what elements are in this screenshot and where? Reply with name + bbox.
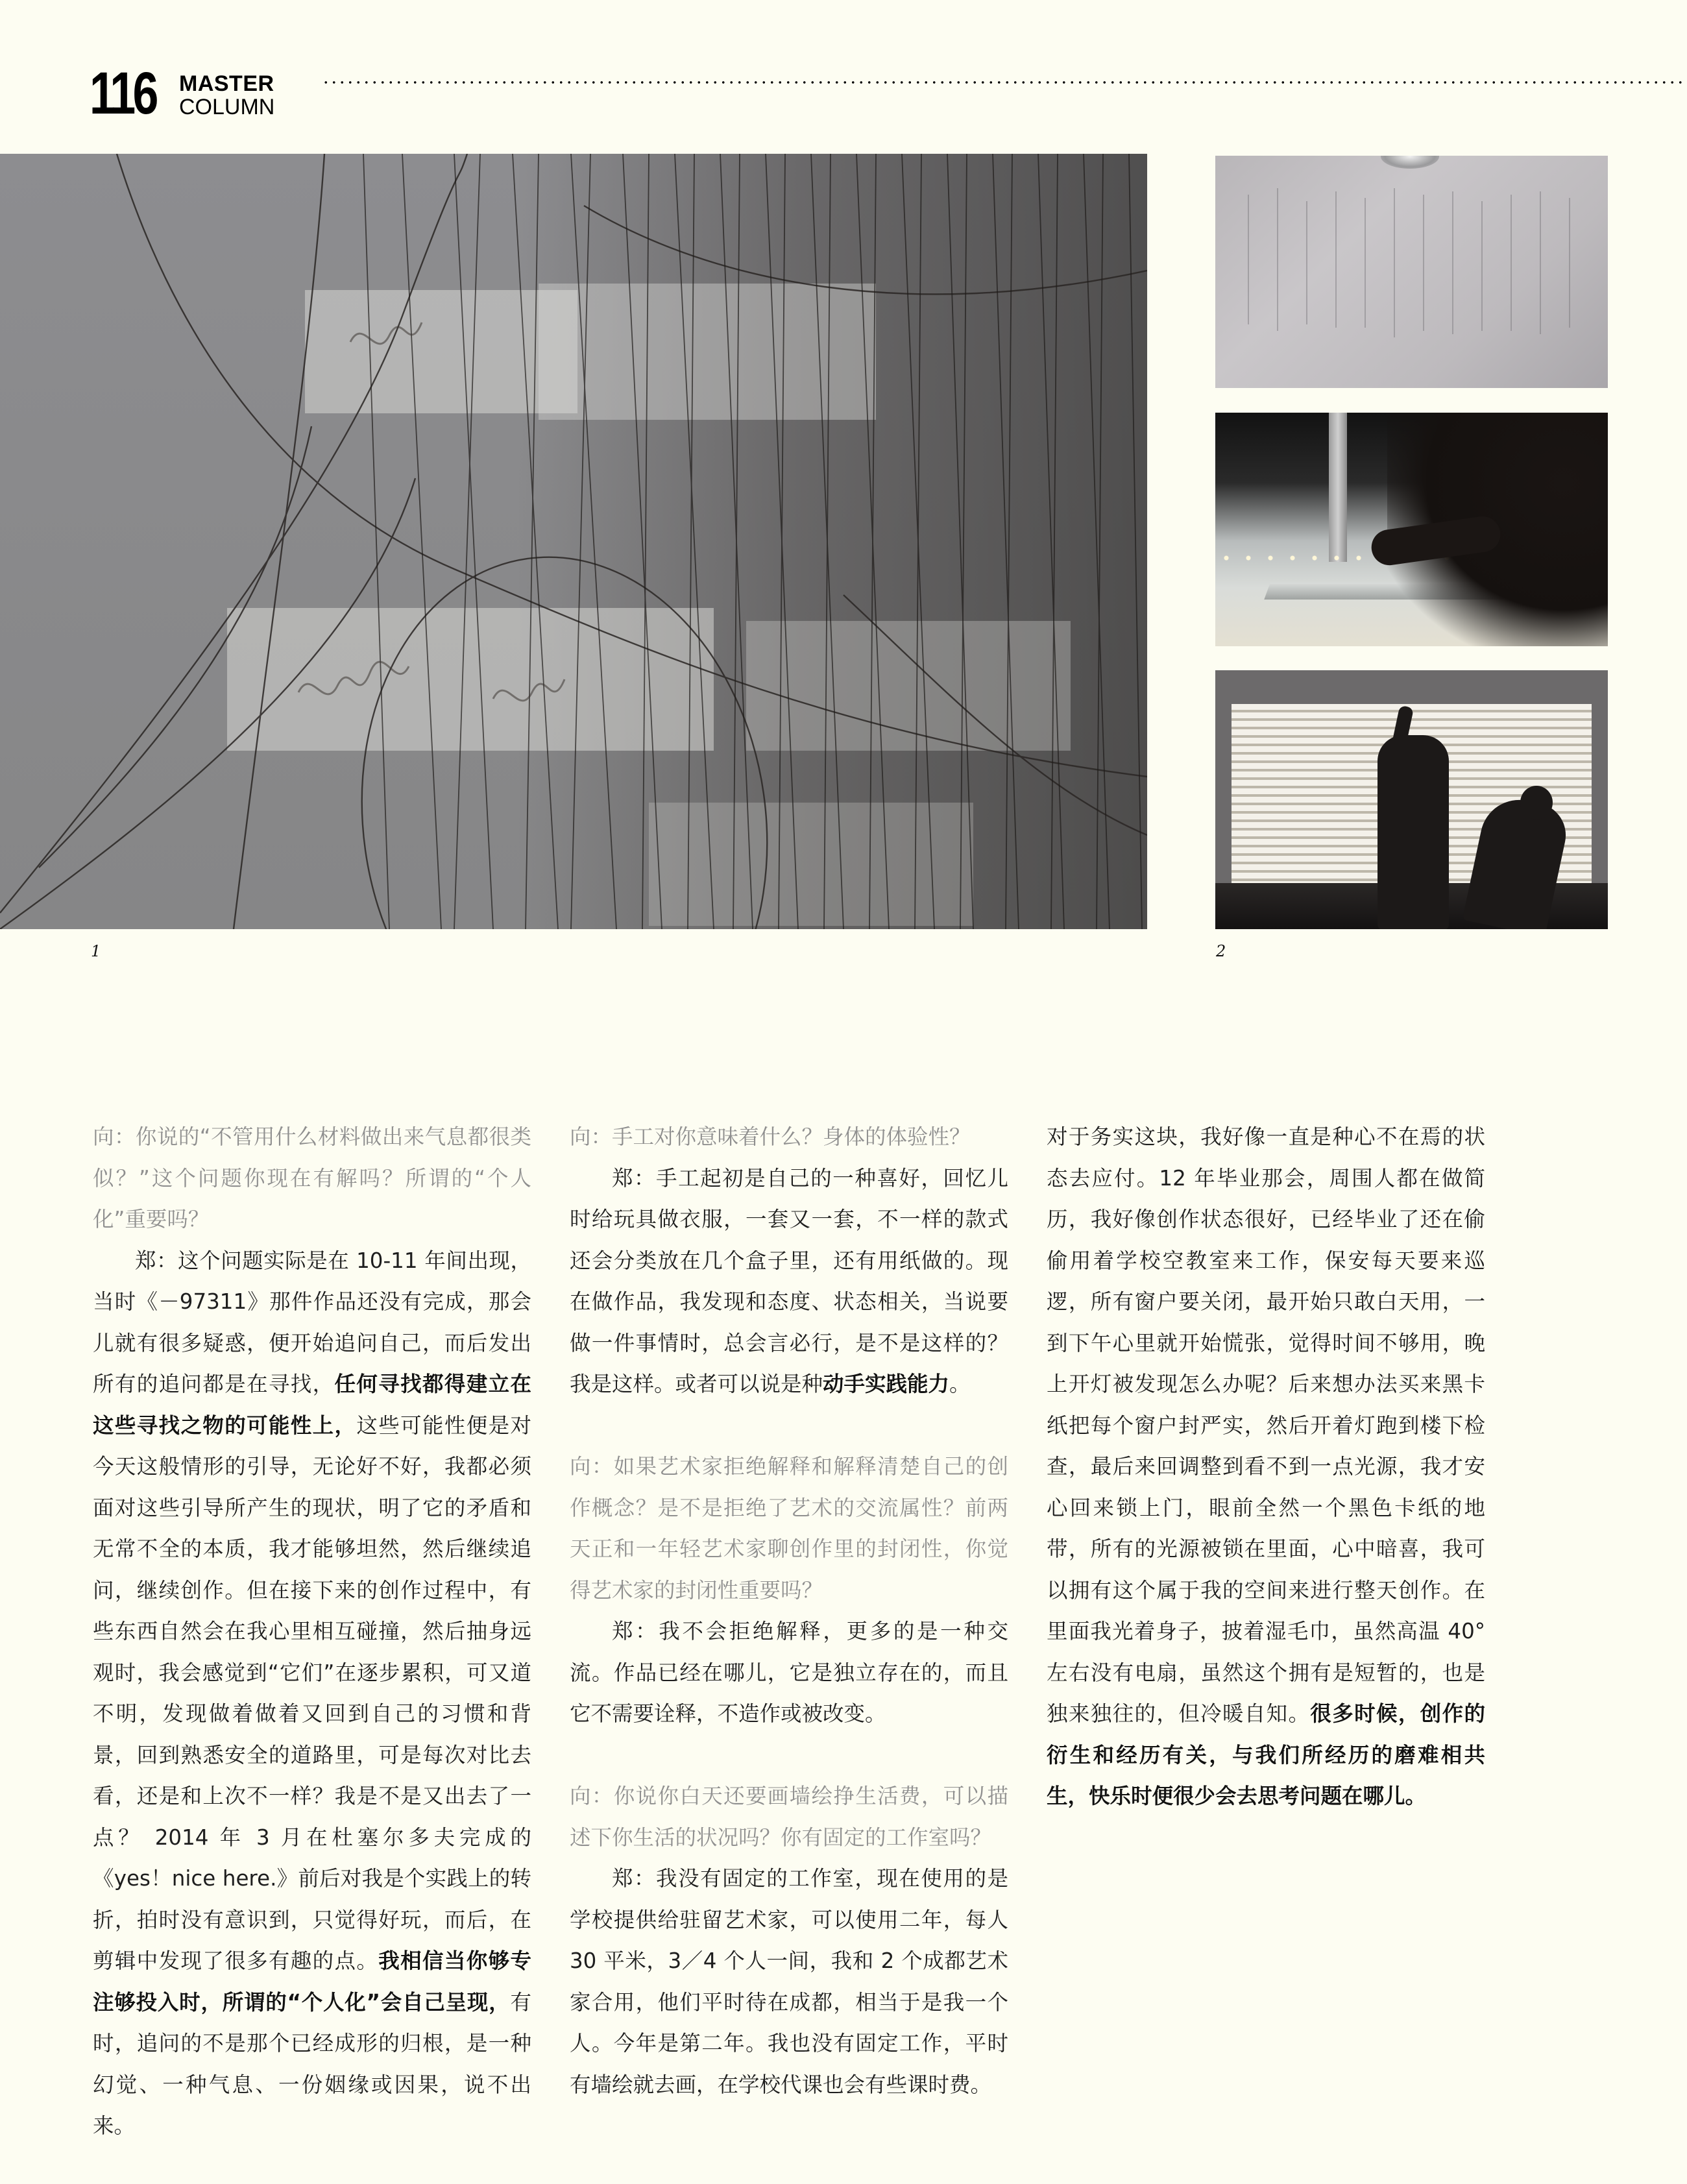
section-label (179, 73, 274, 118)
emphasized-text: 动手实践能力 (823, 1372, 950, 1396)
photo-hair-installation-icon (0, 154, 1147, 929)
paragraph-text: 这些可能性便是对今天这般情形的引导，无论好不好，我都必须面对这些引导所产生的现状，明了它的矛盾和无常不全的本质，我才能够坦然，然后继续追问，继续创作。但在接下来的创作过程中，有些东西自然会在我心里相互碰撞，然后抽身远观时，我会感觉到“它们”在逐步累积，可又道不明，发现做着做着又回到自己的习惯和背景，回到熟悉安全的道路里，可是每次对比去看，还是和上次不一样？我是不是又出去了一点？ 2014 年 3 月在杜塞尔多夫完成的《yes！nice here.》前后对我是个实践上的转折，拍时没有意识到，只觉得好玩，而后，在剪辑中发现了很多有趣的点。 (93, 1413, 531, 1973)
image-caption-2: 2 (1216, 942, 1226, 960)
interview-question (570, 1446, 1008, 1611)
section-label-column: COLUMN (179, 95, 275, 119)
paragraph-text: 郑：手工起初是自己的一种喜好，回忆儿时给玩具做衣服，一套又一套，不一样的款式还会分类放在几个盒子里，还有用纸做的。现在做作品，我发现和态度、状态相关，当说要做一件事情时，总会言必行，是不是这样的？我是这样。或者可以说是种 (570, 1165, 1008, 1396)
text-column-2 (570, 1117, 1008, 2105)
photo-window-blinds-silhouettes-icon (1215, 670, 1608, 929)
interview-question (570, 1117, 1008, 1158)
page-header (0, 0, 1687, 149)
section-label-master: MASTER (179, 71, 274, 96)
emphasized-text: 我相信当你够专注够投入时，所谓的“个人化”会自己呈现， (93, 1948, 531, 2015)
emphasized-text: 任何寻找都得建立在这些寻找之物的可能性上， (93, 1372, 531, 1438)
paragraph-text: 对于务实这块，我好像一直是种心不在焉的状态去应付。12 年毕业那会，周围人都在做简历，我好像创作状态很好，已经毕业了还在偷偷用着学校空教室来工作，保安每天要来巡逻，所有窗户要关闭，最开始只敢白天用，一到下午心里就开始慌张，觉得时间不够用，晚上开灯被发现怎么办呢？后来想办法买来黑卡纸把每个窗户封严实，然后开着灯跑到楼下检查，最后来回调整到看不到一点光源，我才安心回来锁上门，眼前全然一个黑色卡纸的地带，所有的光源被锁在里面，心中暗喜，我可以拥有这个属于我的空间来进行整天创作。在里面我光着身子，披着湿毛巾，虽然高温 40° 左右没有电扇，虽然这个拥有是短暂的，也是独来独往的，但冷暖自知。 (1047, 1124, 1485, 1726)
interview-answer (570, 1611, 1008, 1735)
paragraph-text: 郑：我不会拒绝解释，更多的是一种交流。作品已经在哪儿，它是独立存在的，而且它不需要诠释，不造作或被改变。 (570, 1619, 1008, 1726)
interview-answer (570, 1858, 1008, 2105)
paragraph-text: 向：你说你白天还要画墙绘挣生活费，可以描述下你生活的状况吗？你有固定的工作室吗？ (570, 1784, 1008, 1850)
paragraph-text: 郑：这个问题实际是在 10-11 年间出现，当时《－97311》那件作品还没有完成，那会儿就有很多疑惑，便开始追问自己，而后发出所有的追问都是在寻找， (93, 1248, 531, 1396)
paragraph-text: 向：如果艺术家拒绝解释和解释清楚自己的创作概念？是不是拒绝了艺术的交流属性？前两天正和一年轻艺术家聊创作里的封闭性，你觉得艺术家的封闭性重要吗？ (570, 1454, 1008, 1603)
emphasized-text: 很多时候，创作的衍生和经历有关，与我们所经历的磨难相共生，快乐时便很少会去思考问题在哪儿。 (1047, 1701, 1485, 1808)
text-column-3 (1047, 1117, 1485, 1817)
photo-wall-marks-icon (1215, 156, 1608, 388)
paragraph-text: 有时，追问的不是那个已经成形的归根，是一种幻觉、一种气息、一份姻缘或因果，说不出来。 (93, 1989, 531, 2138)
paragraph-gap (570, 1735, 1008, 1777)
paragraph-text: 向：手工对你意味着什么？身体的体验性？ (570, 1124, 971, 1149)
text-column-1 (93, 1117, 531, 2147)
paragraph-text: 郑：我没有固定的工作室，现在使用的是学校提供给驻留艺术家，可以使用二年，每人 30 平米，3／4 个人一间，我和 2 个成都艺术家合用，他们平时待在成都，相当于是我一个人。今年是第二年。我也没有固定工作，平时有墙绘就去画，在学校代课也会有些课时费。 (570, 1866, 1008, 2097)
answer-continuation (1047, 1117, 1485, 1817)
image-caption-1: 1 (91, 942, 101, 960)
photo-artist-working-icon (1215, 413, 1608, 646)
dotted-rule-divider (322, 80, 1687, 84)
page-number: 116 (90, 60, 156, 127)
hair-strands-icon (0, 154, 1147, 929)
paragraph-text: 。 (949, 1372, 971, 1396)
interview-question (570, 1776, 1008, 1858)
interview-question (93, 1117, 531, 1241)
interview-answer (570, 1158, 1008, 1405)
paragraph-text: 向：你说的“不管用什么材料做出来气息都很类似？”这个问题你现在有解吗？所谓的“个人化”重要吗？ (93, 1124, 531, 1232)
interview-answer (93, 1241, 531, 2147)
paragraph-gap (570, 1405, 1008, 1447)
